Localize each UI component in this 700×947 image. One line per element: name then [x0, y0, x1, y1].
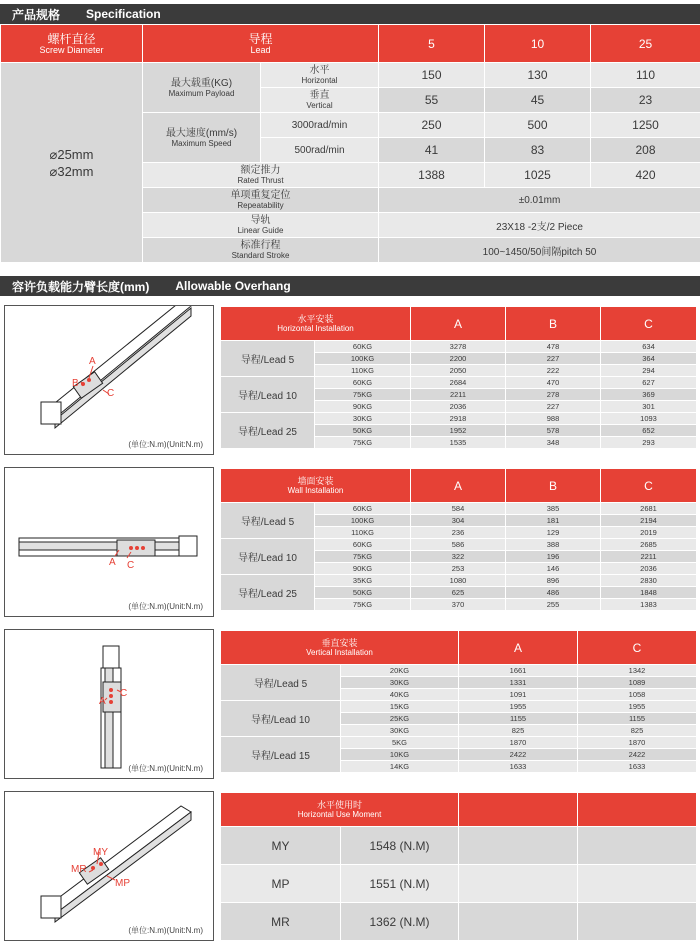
unit-note: (单位:N.m)(Unit:N.m) [128, 602, 203, 611]
value-cell: 129 [506, 527, 601, 539]
moment-name-cell: MR [221, 903, 341, 941]
value-cell: 369 [601, 389, 697, 401]
horizontal-install-table [220, 306, 697, 449]
load-cell: 75KG [315, 599, 411, 611]
load-cell: 90KG [315, 563, 411, 575]
load-cell: 90KG [315, 401, 411, 413]
value-cell: 825 [578, 725, 697, 737]
load-cell: 25KG [341, 713, 459, 725]
repeatability-label: 单项重复定位 Repeatability [143, 188, 379, 213]
load-cell: 40KG [341, 689, 459, 701]
col-c-header: C [601, 469, 697, 503]
svg-text:A: A [99, 696, 106, 707]
vertical-install-header: 垂直安装 Vertical Installation [221, 631, 459, 665]
value-cell: 2036 [411, 401, 506, 413]
wall-install-diagram [4, 467, 214, 617]
lead-group-label: 导程/Lead 10 [221, 701, 341, 737]
value-cell: 1093 [601, 413, 697, 425]
value-cell: 146 [506, 563, 601, 575]
table-row [221, 503, 697, 515]
value-cell: 227 [506, 353, 601, 365]
speed-3000-10: 500 [485, 113, 591, 138]
table-row [221, 539, 697, 551]
value-cell: 1633 [578, 761, 697, 773]
payload-h-5: 150 [379, 63, 485, 88]
value-cell: 652 [601, 425, 697, 437]
svg-text:C: C [120, 688, 128, 699]
load-cell: 50KG [315, 425, 411, 437]
col-a-header: A [411, 307, 506, 341]
load-cell: 50KG [315, 587, 411, 599]
value-cell: 1058 [578, 689, 697, 701]
value-cell: 478 [506, 341, 601, 353]
table-row [221, 377, 697, 389]
value-cell: 2036 [601, 563, 697, 575]
spec-section-header [0, 4, 700, 24]
value-cell: 1870 [459, 737, 578, 749]
table-row [221, 737, 697, 749]
actuator-vertical-icon [5, 630, 215, 780]
value-cell: 236 [411, 527, 506, 539]
standard-stroke-value: 100~1450/50间隔pitch 50 [379, 238, 700, 263]
value-cell: 627 [601, 377, 697, 389]
load-cell: 75KG [315, 437, 411, 449]
value-cell: 301 [601, 401, 697, 413]
value-cell: 1848 [601, 587, 697, 599]
payload-v-25: 23 [591, 88, 700, 113]
value-cell: 196 [506, 551, 601, 563]
vertical-install-table [220, 630, 697, 773]
moment-name-cell: MP [221, 865, 341, 903]
value-cell: 278 [506, 389, 601, 401]
lead-5-header: 5 [379, 25, 485, 63]
unit-note: (单位:N.m)(Unit:N.m) [128, 926, 203, 935]
value-cell: 3278 [411, 341, 506, 353]
value-cell: 222 [506, 365, 601, 377]
payload-v-10: 45 [485, 88, 591, 113]
col-b-header: B [506, 469, 601, 503]
value-cell: 2019 [601, 527, 697, 539]
moment-blank-cell [578, 827, 697, 865]
svg-text:A: A [109, 557, 116, 568]
lead-group-label: 导程/Lead 10 [221, 539, 315, 575]
value-cell: 364 [601, 353, 697, 365]
moment-header: 水平使用时 Horizontal Use Moment [221, 793, 459, 827]
linear-guide-value: 23X18 -2支/2 Piece [379, 213, 700, 238]
value-cell: 578 [506, 425, 601, 437]
value-cell: 294 [601, 365, 697, 377]
value-cell: 1155 [459, 713, 578, 725]
moment-blank-cell [578, 865, 697, 903]
load-cell: 15KG [341, 701, 459, 713]
load-cell: 5KG [341, 737, 459, 749]
load-cell: 60KG [315, 539, 411, 551]
linear-guide-label: 导轨 Linear Guide [143, 213, 379, 238]
load-cell: 30KG [315, 413, 411, 425]
value-cell: 385 [506, 503, 601, 515]
value-cell: 2194 [601, 515, 697, 527]
value-cell: 348 [506, 437, 601, 449]
svg-text:MY: MY [93, 847, 108, 858]
load-cell: 20KG [341, 665, 459, 677]
lead-header: 导程 Lead [143, 25, 379, 63]
wall-install-header: 墙面安装 Wall Installation [221, 469, 411, 503]
value-cell: 470 [506, 377, 601, 389]
speed-500-10: 83 [485, 138, 591, 163]
lead-group-label: 导程/Lead 25 [221, 413, 315, 449]
value-cell: 2830 [601, 575, 697, 587]
thrust-10: 1025 [485, 163, 591, 188]
horizontal-install-header: 水平安装 Horizontal Installation [221, 307, 411, 341]
value-cell: 2681 [601, 503, 697, 515]
col-c-header: C [578, 631, 697, 665]
moment-blank-cell [459, 827, 578, 865]
svg-text:C: C [107, 388, 115, 399]
value-cell: 2422 [459, 749, 578, 761]
overhang-section-header [0, 276, 700, 296]
lead-group-label: 导程/Lead 25 [221, 575, 315, 611]
diameter-cell: ⌀25mm ⌀32mm [1, 63, 143, 263]
value-cell: 1535 [411, 437, 506, 449]
speed-3000-25: 1250 [591, 113, 700, 138]
table-row [221, 701, 697, 713]
col-a-header: A [459, 631, 578, 665]
value-cell: 825 [459, 725, 578, 737]
col-a-header: A [411, 469, 506, 503]
payload-v-5: 55 [379, 88, 485, 113]
value-cell: 253 [411, 563, 506, 575]
speed-3000-label: 3000rad/min [261, 113, 379, 138]
value-cell: 586 [411, 539, 506, 551]
moment-blank-cell [459, 903, 578, 941]
table-row [221, 827, 697, 865]
moment-value-cell: 1548 (N.M) [341, 827, 459, 865]
value-cell: 2211 [411, 389, 506, 401]
value-cell: 2422 [578, 749, 697, 761]
unit-note: (单位:N.m)(Unit:N.m) [128, 764, 203, 773]
vertical-install-diagram [4, 629, 214, 779]
value-cell: 181 [506, 515, 601, 527]
moment-value-cell: 1362 (N.M) [341, 903, 459, 941]
spec-section-title-cn: 产品规格 [12, 7, 61, 22]
load-cell: 60KG [315, 503, 411, 515]
value-cell: 2050 [411, 365, 506, 377]
table-row [221, 903, 697, 941]
value-cell: 2200 [411, 353, 506, 365]
value-cell: 388 [506, 539, 601, 551]
col-b-header: B [506, 307, 601, 341]
value-cell: 2684 [411, 377, 506, 389]
value-cell: 227 [506, 401, 601, 413]
value-cell: 322 [411, 551, 506, 563]
svg-text:MP: MP [115, 878, 130, 889]
payload-h-10: 130 [485, 63, 591, 88]
moment-blank-cell [459, 865, 578, 903]
value-cell: 896 [506, 575, 601, 587]
moment-header-blank-1 [459, 793, 578, 827]
value-cell: 1342 [578, 665, 697, 677]
value-cell: 1080 [411, 575, 506, 587]
value-cell: 1661 [459, 665, 578, 677]
table-row [221, 413, 697, 425]
moment-blank-cell [578, 903, 697, 941]
lead-group-label: 导程/Lead 15 [221, 737, 341, 773]
speed-500-5: 41 [379, 138, 485, 163]
load-cell: 100KG [315, 353, 411, 365]
screw-diameter-header: 螺杆直径 Screw Diameter [1, 25, 143, 63]
payload-h-25: 110 [591, 63, 700, 88]
value-cell: 1870 [578, 737, 697, 749]
load-cell: 14KG [341, 761, 459, 773]
load-cell: 35KG [315, 575, 411, 587]
value-cell: 2918 [411, 413, 506, 425]
value-cell: 1955 [578, 701, 697, 713]
thrust-25: 420 [591, 163, 700, 188]
actuator-horizontal-icon [5, 306, 215, 456]
actuator-wall-icon [5, 468, 215, 618]
spec-table [0, 24, 700, 263]
moment-name-cell: MY [221, 827, 341, 865]
vertical-label: 垂直 Vertical [261, 88, 379, 113]
table-row [221, 575, 697, 587]
svg-text:C: C [127, 560, 135, 571]
unit-note: (单位:N.m)(Unit:N.m) [128, 440, 203, 449]
table-row [221, 865, 697, 903]
value-cell: 304 [411, 515, 506, 527]
load-cell: 30KG [341, 725, 459, 737]
value-cell: 2211 [601, 551, 697, 563]
value-cell: 1383 [601, 599, 697, 611]
svg-text:MR: MR [71, 864, 87, 875]
moment-value-cell: 1551 (N.M) [341, 865, 459, 903]
load-cell: 10KG [341, 749, 459, 761]
moment-table [220, 792, 697, 941]
value-cell: 1955 [459, 701, 578, 713]
col-c-header: C [601, 307, 697, 341]
load-cell: 60KG [315, 377, 411, 389]
speed-3000-5: 250 [379, 113, 485, 138]
thrust-5: 1388 [379, 163, 485, 188]
lead-25-header: 25 [591, 25, 700, 63]
speed-500-25: 208 [591, 138, 700, 163]
lead-group-label: 导程/Lead 10 [221, 377, 315, 413]
max-speed-label: 最大速度(mm/s) Maximum Speed [143, 113, 261, 163]
load-cell: 75KG [315, 551, 411, 563]
value-cell: 584 [411, 503, 506, 515]
horizontal-label: 水平 Horizontal [261, 63, 379, 88]
load-cell: 75KG [315, 389, 411, 401]
standard-stroke-label: 标准行程 Standard Stroke [143, 238, 379, 263]
value-cell: 1331 [459, 677, 578, 689]
table-row [221, 341, 697, 353]
value-cell: 1089 [578, 677, 697, 689]
actuator-moment-icon [5, 792, 215, 942]
value-cell: 1155 [578, 713, 697, 725]
table-row [221, 665, 697, 677]
svg-text:B: B [72, 378, 79, 389]
spec-section-title-en: Specification [86, 7, 161, 21]
wall-install-table [220, 468, 697, 611]
moment-diagram [4, 791, 214, 941]
load-cell: 110KG [315, 365, 411, 377]
lead-10-header: 10 [485, 25, 591, 63]
repeatability-value: ±0.01mm [379, 188, 700, 213]
value-cell: 370 [411, 599, 506, 611]
load-cell: 100KG [315, 515, 411, 527]
value-cell: 2685 [601, 539, 697, 551]
value-cell: 1952 [411, 425, 506, 437]
load-cell: 30KG [341, 677, 459, 689]
value-cell: 625 [411, 587, 506, 599]
value-cell: 1091 [459, 689, 578, 701]
load-cell: 60KG [315, 341, 411, 353]
lead-group-label: 导程/Lead 5 [221, 503, 315, 539]
value-cell: 634 [601, 341, 697, 353]
lead-group-label: 导程/Lead 5 [221, 341, 315, 377]
speed-500-label: 500rad/min [261, 138, 379, 163]
value-cell: 255 [506, 599, 601, 611]
overhang-section-title-en: Allowable Overhang [175, 279, 291, 293]
svg-text:A: A [89, 356, 96, 367]
value-cell: 293 [601, 437, 697, 449]
rated-thrust-label: 额定推力 Rated Thrust [143, 163, 379, 188]
lead-group-label: 导程/Lead 5 [221, 665, 341, 701]
value-cell: 486 [506, 587, 601, 599]
value-cell: 988 [506, 413, 601, 425]
value-cell: 1633 [459, 761, 578, 773]
moment-header-blank-2 [578, 793, 697, 827]
horizontal-install-diagram [4, 305, 214, 455]
load-cell: 110KG [315, 527, 411, 539]
overhang-section-title-cn: 容许负载能力臂长度(mm) [12, 279, 150, 294]
max-payload-label: 最大载重(KG) Maximum Payload [143, 63, 261, 113]
